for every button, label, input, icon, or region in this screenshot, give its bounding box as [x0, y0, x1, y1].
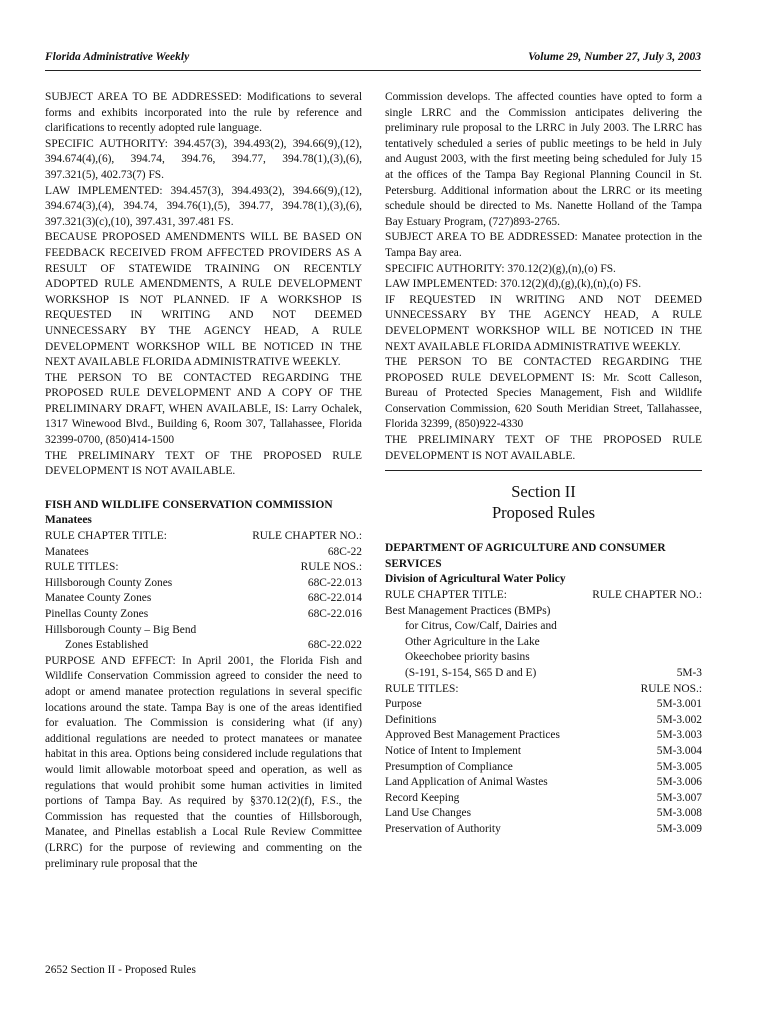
contact-person-paragraph: THE PERSON TO BE CONTACTED REGARDING THE PROPOSED RULE DEVELOPMENT IS: Mr. Scott Calleson, Bureau of Protected Species Management, Fish and Wildlife Conservation Commission, 620 South Meridian Street, Tallahassee, Florida 32399, (850)922-4330 — [385, 356, 702, 431]
chapter-label-row — [45, 529, 362, 545]
chapter-title-label: RULE CHAPTER TITLE: — [385, 589, 507, 602]
rule-title: Pinellas County Zones — [45, 608, 149, 620]
rule-row — [385, 713, 702, 729]
rule-nos-label: RULE NOS.: — [640, 682, 702, 695]
rule-title: Record Keeping — [385, 791, 460, 804]
chapter-no-label: RULE CHAPTER NO.: — [592, 589, 702, 602]
preliminary-text-paragraph: THE PRELIMINARY TEXT OF THE PROPOSED RULE DEVELOPMENT IS NOT AVAILABLE. — [385, 434, 702, 462]
rule-title: Land Use Changes — [385, 807, 472, 820]
purpose-and-effect-paragraph: PURPOSE AND EFFECT: In April 2001, the Florida Fish and Wildlife Conservation Commission agreed to consider the need to adopt or amend manatee protection regulations in several specific locations around the state. Tampa Bay is one of the areas identified for evaluation. The Commission is considering what (if any) additional regulations are needed to protect manatees or manatee habitat in this area. Options being considered include regulations that would limit allowable motorboat speed and operation, as well as regulations that would prohibit some human activities in limited portions of Tampa Bay. As required by §370.12(2)(f), F.S., the Commission has requested that the counties of Hillsborough, Manatee, and Pinellas establish a Local Rule Review Committee (LRRC) for the purpose of reviewing and commenting on the preliminary rule proposal that the — [45, 654, 362, 870]
rule-row — [45, 607, 362, 623]
chapter-title-label: RULE CHAPTER TITLE: — [45, 530, 167, 543]
rule-row — [45, 638, 362, 654]
rule-no: 5M-3.009 — [656, 822, 702, 835]
chapter-title-line: Other Agriculture in the Lake — [405, 635, 540, 648]
rule-title: Hillsborough County Zones — [45, 576, 173, 589]
publication-title: Florida Administrative Weekly — [45, 51, 190, 63]
specific-authority-paragraph: SPECIFIC AUTHORITY: 394.457(3), 394.493(2), 394.66(9),(12), 394.674(4),(6), 394.74, 394.76, 394.77, 394.78(1),(3),(6), 397.321(5), 402.73(7) FS. — [45, 137, 362, 181]
chapter-title-line: Okeechobee priority basins — [405, 651, 530, 664]
chapter-no: 5M-3 — [676, 667, 702, 679]
page-footer: 2652 Section II - Proposed Rules — [45, 964, 196, 976]
rule-label-row — [45, 560, 362, 576]
rule-title: Hillsborough County – Big Bend — [45, 623, 197, 636]
rule-row — [385, 822, 702, 838]
rule-no: 5M-3.008 — [656, 807, 702, 820]
subject-area-paragraph: SUBJECT AREA TO BE ADDRESSED: Modifications to several forms and exhibits incorporated into the rule by reference and clarifications to recently adopted rule language. — [45, 91, 362, 135]
chapter-title-line: (S-191, S-154, S65 D and E) — [405, 667, 537, 679]
rule-row — [385, 806, 702, 822]
section-rule — [385, 470, 702, 471]
rule-row — [385, 760, 702, 776]
rule-row — [385, 744, 702, 760]
rule-no: 68C-22.014 — [307, 592, 362, 605]
rule-title: Presumption of Compliance — [385, 760, 513, 773]
chapter-label-row — [385, 588, 702, 604]
chapter-row — [45, 545, 362, 561]
chapter-title-line: for Citrus, Cow/Calf, Dairies and — [405, 620, 557, 633]
left-column — [45, 90, 362, 872]
rule-label-row — [385, 682, 702, 698]
rule-title-continued: Zones Established — [65, 639, 149, 652]
rule-row — [385, 775, 702, 791]
chapter-no: 68C-22 — [327, 545, 362, 558]
chapter-title-line: Best Management Practices (BMPs) — [385, 604, 551, 617]
header-rule — [45, 70, 701, 71]
rule-no: 68C-22.022 — [307, 639, 362, 652]
purpose-continued-paragraph: Commission develops. The affected counties have opted to form a single LRRC and the Commission anticipates delivering the preliminary rule proposal to the LRRC in July 2003. The LRRC has tentatively scheduled a series of public meetings to be held in July and August 2003, with the first meeting being scheduled for July 15 at the offices of the Tampa Bay Regional Planning Council in St. Petersburg. Additional information about the LRRC or its meeting schedule should be directed to Ms. Nanette Holland of the Tampa Bay Estuary Program, (727)893-2765. — [385, 91, 702, 228]
contact-person-paragraph: THE PERSON TO BE CONTACTED REGARDING THE PROPOSED RULE DEVELOPMENT AND A COPY OF THE PRELIMINARY DRAFT, WHEN AVAILABLE, IS: Larry Ochalek, 1317 Winewood Blvd., Building 6, Room 307, Tallahassee, Florida 32399-0700, (850)414-1500 — [45, 371, 362, 447]
rule-title: Manatee County Zones — [45, 592, 152, 605]
rule-title: Approved Best Management Practices — [385, 729, 560, 742]
rule-row — [385, 728, 702, 744]
running-header — [45, 51, 701, 67]
agency-heading: DEPARTMENT OF AGRICULTURE AND CONSUMER SERVICES — [385, 542, 666, 570]
rule-title: Preservation of Authority — [385, 822, 501, 835]
rule-no: 5M-3.007 — [656, 791, 702, 804]
rule-row — [385, 791, 702, 807]
rule-no: 68C-22.016 — [307, 608, 362, 620]
rule-row — [45, 576, 362, 592]
chapter-row — [385, 666, 702, 682]
rule-no: 5M-3.003 — [656, 729, 702, 742]
rule-title: Definitions — [385, 713, 437, 726]
chapter-no-label: RULE CHAPTER NO.: — [252, 530, 362, 543]
rule-no: 5M-3.006 — [656, 776, 702, 789]
chapter-title: Manatees — [45, 545, 89, 558]
agency-heading: FISH AND WILDLIFE CONSERVATION COMMISSION — [45, 498, 333, 511]
rule-no: 5M-3.001 — [656, 698, 702, 711]
law-implemented-paragraph: LAW IMPLEMENTED: 394.457(3), 394.493(2), 394.66(9),(12), 394.674(3),(4), 394.74, 394.76(1),(5), 394.77, 394.78(1),(3),(6), 397.321(3)(c),(10), 397.431, 397.481 FS. — [45, 184, 362, 228]
workshop-notice-paragraph: IF REQUESTED IN WRITING AND NOT DEEMED UNNECESSARY BY THE AGENCY HEAD, A RULE DEVELOPMENT WORKSHOP WILL BE NOTICED IN THE NEXT AVAILABLE FLORIDA ADMINISTRATIVE WEEKLY. — [385, 293, 702, 353]
rule-title: Notice of Intent to Implement — [385, 744, 522, 757]
rule-titles-label: RULE TITLES: — [45, 561, 119, 574]
rule-title: Land Application of Animal Wastes — [385, 776, 548, 789]
rule-no: 68C-22.013 — [307, 576, 362, 589]
subject-area-paragraph: SUBJECT AREA TO BE ADDRESSED: Manatee protection in the Tampa Bay area. — [385, 231, 702, 259]
workshop-notice-paragraph: BECAUSE PROPOSED AMENDMENTS WILL BE BASED ON FEEDBACK RECEIVED FROM AFFECTED PROVIDERS AS A RESULT OF STATEWIDE TRAINING ON RECENTLY ADOPTED RULE AMENDMENTS, A RULE DEVELOPMENT WORKSHOP IS NOT PLANNED. IF A WORKSHOP IS REQUESTED IN WRITING AND NOT DEEMED UNNECESSARY BY THE AGENCY HEAD, A RULE DEVELOPMENT WORKSHOP WILL BE NOTICED IN THE NEXT AVAILABLE FLORIDA ADMINISTRATIVE WEEKLY. — [45, 231, 362, 369]
rule-title: Purpose — [385, 698, 422, 711]
rule-row — [385, 697, 702, 713]
law-implemented-paragraph: LAW IMPLEMENTED: 370.12(2)(d),(g),(k),(n),(o) FS. — [385, 278, 642, 291]
rule-nos-label: RULE NOS.: — [300, 561, 362, 574]
rule-no: 5M-3.005 — [656, 760, 702, 773]
division-heading: Manatees — [45, 514, 92, 527]
right-column — [385, 90, 702, 838]
section-number: Section II — [511, 482, 576, 502]
specific-authority-paragraph: SPECIFIC AUTHORITY: 370.12(2)(g),(n),(o) FS. — [385, 262, 616, 275]
section-title: Proposed Rules — [491, 503, 596, 523]
preliminary-text-paragraph: THE PRELIMINARY TEXT OF THE PROPOSED RULE DEVELOPMENT IS NOT AVAILABLE. — [45, 449, 362, 478]
rule-no: 5M-3.002 — [656, 713, 702, 726]
rule-no: 5M-3.004 — [656, 744, 702, 757]
rule-titles-label: RULE TITLES: — [385, 682, 459, 695]
rule-row — [45, 591, 362, 607]
division-heading: Division of Agricultural Water Policy — [385, 573, 566, 586]
issue-info: Volume 29, Number 27, July 3, 2003 — [528, 51, 701, 63]
